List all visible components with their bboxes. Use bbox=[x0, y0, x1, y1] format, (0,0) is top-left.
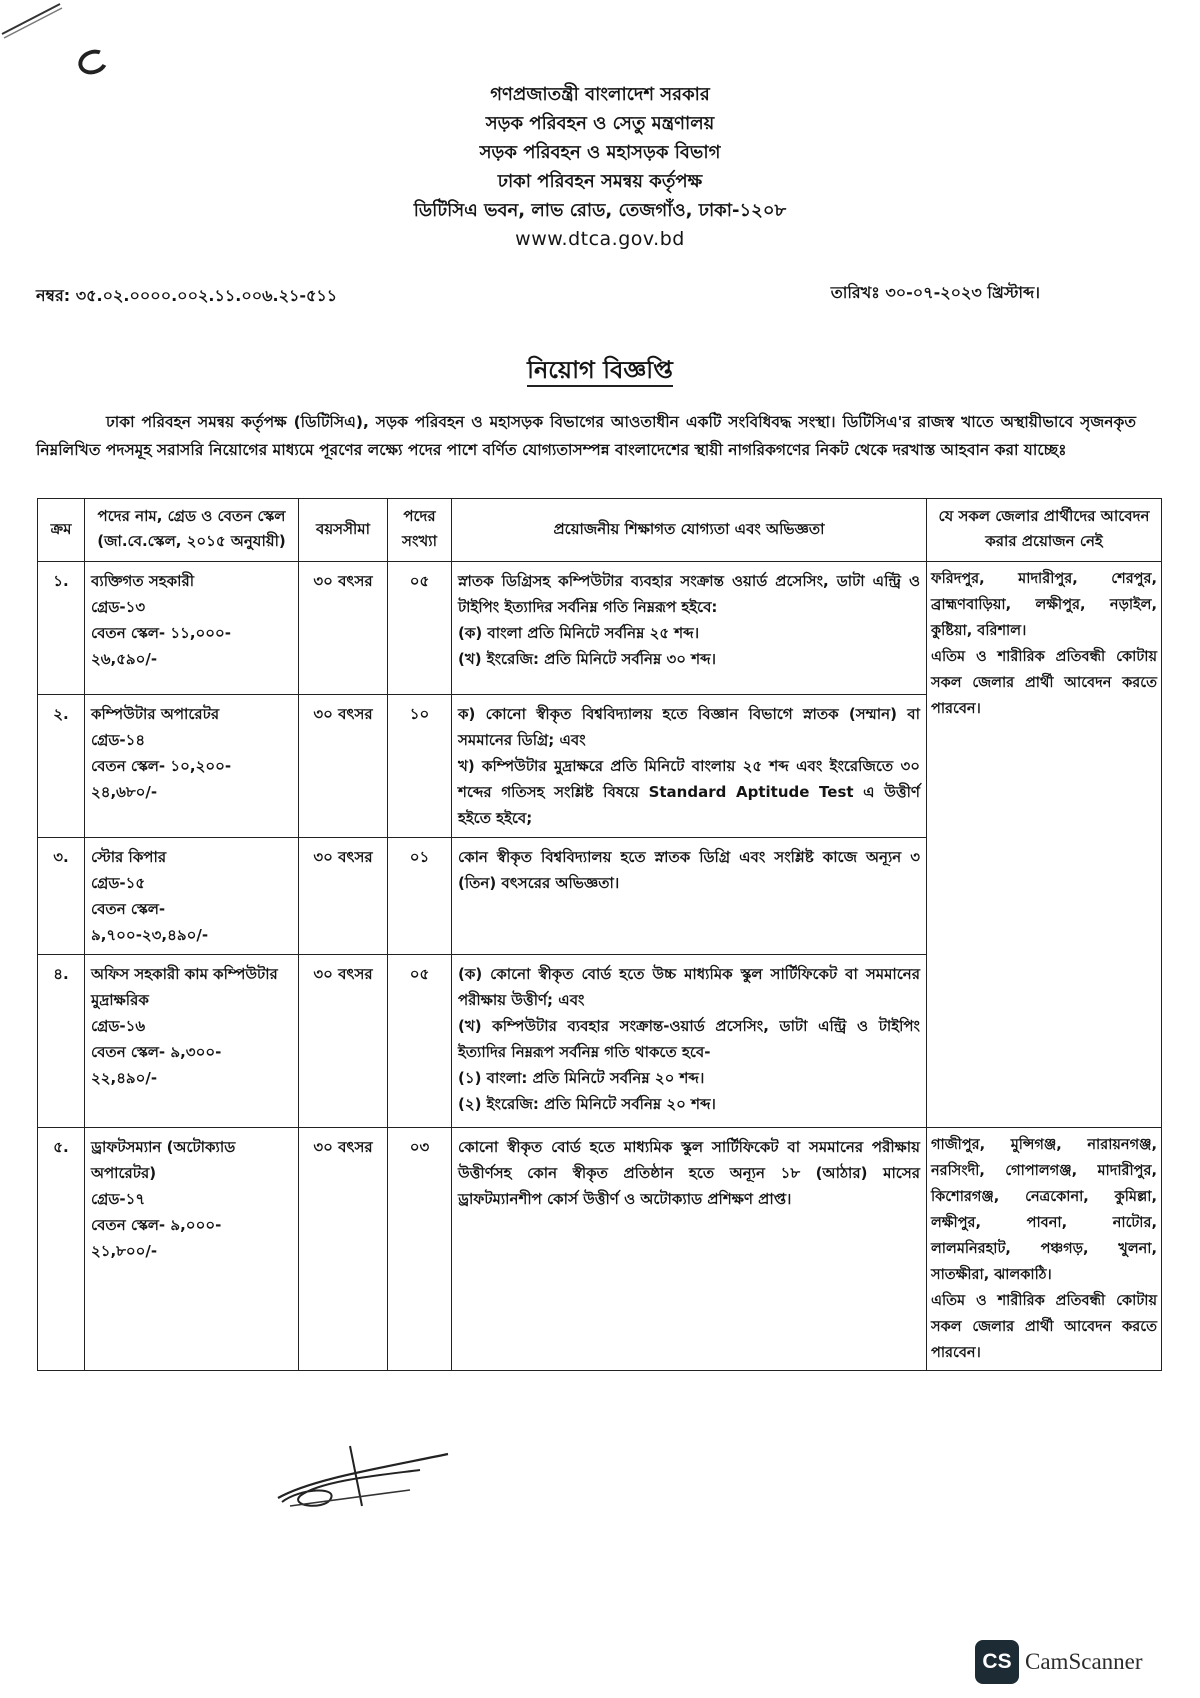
website-link[interactable]: www.dtca.gov.bd bbox=[515, 228, 685, 250]
row-count: ০৫ bbox=[388, 955, 452, 1128]
post-grade: গ্রেড-১৬ bbox=[91, 1017, 146, 1035]
post-grade: গ্রেড-১৭ bbox=[91, 1190, 146, 1208]
row-count: ১০ bbox=[388, 695, 452, 838]
row-post bbox=[85, 695, 299, 838]
post-title: অফিস সহকারী কাম কম্পিউটার মুদ্রাক্ষরিক bbox=[91, 965, 278, 1009]
post-scale-end: ৯,৭০০-২৩,৪৯০/- bbox=[91, 926, 209, 944]
row-count: ০১ bbox=[388, 838, 452, 955]
row-post bbox=[85, 562, 299, 695]
qualification-line: (ক) কোনো স্বীকৃত বোর্ড হতে উচ্চ মাধ্যমিক স্কুল সার্টিফিকেট বা সমমানের পরীক্ষায় উত্তীর্ণ; এবং bbox=[458, 965, 920, 1009]
office-header bbox=[0, 80, 1200, 254]
row-count: ০৫ bbox=[388, 562, 452, 695]
camscanner-brand: CamScanner bbox=[1025, 1649, 1143, 1674]
header-line-1: গণপ্রজাতন্ত্রী বাংলাদেশ সরকার bbox=[490, 84, 710, 105]
row-serial: ২. bbox=[38, 695, 85, 838]
post-scale-end: ২২,৪৯০/- bbox=[91, 1069, 158, 1087]
qualification-line: (খ) ইংরেজি: প্রতি মিনিটে সর্বনিম্ন ৩০ শব্দ। bbox=[458, 650, 717, 668]
row-qualification bbox=[452, 838, 927, 955]
post-scale: বেতন স্কেল- ১০,২০০- bbox=[91, 757, 232, 775]
signature-image bbox=[270, 1440, 460, 1510]
intro-paragraph: ঢাকা পরিবহন সমন্বয় কর্তৃপক্ষ (ডিটিসিএ), সড়ক পরিবহন ও মহাসড়ক বিভাগের আওতাধীন একটি সংবিধিবদ্ধ সংস্থা। ডিটিসিএ'র রাজস্ব খাতে অস্থায়ীভাবে সৃজনকৃত নিম্নলিখিত পদসমূহ সরাসরি নিয়োগের মাধ্যমে পূরণের লক্ষ্যে পদের পাশে বর্ণিত যোগ্যতাসম্পন্ন বাংলাদেশের স্থায়ী নাগরিকগণের নিকট থেকে দরখাস্ত আহবান করা যাচ্ছেঃ bbox=[36, 413, 1136, 459]
excluded-districts-group-1 bbox=[927, 562, 1162, 1128]
header-age: বয়সসীমা bbox=[299, 499, 388, 562]
excluded-districts-group-2 bbox=[927, 1128, 1162, 1371]
row-count: ০৩ bbox=[388, 1128, 452, 1371]
header-count: পদের সংখ্যা bbox=[388, 499, 452, 562]
row-serial: ৫. bbox=[38, 1128, 85, 1371]
post-scale: বেতন স্কেল- ৯,০০০- bbox=[91, 1216, 222, 1234]
post-title: কম্পিউটার অপারেটর bbox=[91, 705, 220, 723]
row-serial: ৩. bbox=[38, 838, 85, 955]
excluded-districts: ফরিদপুর, মাদারীপুর, শেরপুর, ব্রাহ্মণবাড়িয়া, লক্ষীপুর, নড়াইল, কুষ্টিয়া, বরিশাল। bbox=[931, 571, 1157, 639]
row-qualification bbox=[452, 695, 927, 838]
row-age: ৩০ বৎসর bbox=[299, 838, 388, 955]
row-qualification bbox=[452, 955, 927, 1128]
row-serial: ৪. bbox=[38, 955, 85, 1128]
table-row bbox=[38, 1128, 1162, 1371]
row-age: ৩০ বৎসর bbox=[299, 562, 388, 695]
qualification-line: স্নাতক ডিগ্রিসহ কম্পিউটার ব্যবহার সংক্রান্ত ওয়ার্ড প্রসেসিং, ডাটা এন্ট্রি ও টাইপিং ইত্যাদির সর্বনিম্ন গতি নিম্নরূপ হইবে: bbox=[458, 572, 920, 616]
row-post bbox=[85, 955, 299, 1128]
camscanner-logo-icon: CS bbox=[975, 1640, 1019, 1684]
scan-pen-stroke bbox=[0, 0, 80, 40]
post-scale: বেতন স্কেল- bbox=[91, 900, 166, 918]
qualification-line: (২) ইংরেজি: প্রতি মিনিটে সর্বনিম্ন ২০ শব্দ। bbox=[458, 1095, 716, 1113]
header-qualification: প্রয়োজনীয় শিক্ষাগত যোগ্যতা এবং অভিজ্ঞতা bbox=[452, 499, 927, 562]
post-grade: গ্রেড-১৫ bbox=[91, 874, 146, 892]
hole-punch-mark bbox=[75, 46, 111, 79]
row-post bbox=[85, 1128, 299, 1371]
header-line-3: সড়ক পরিবহন ও মহাসড়ক বিভাগ bbox=[479, 142, 721, 163]
post-scale-end: ২৪,৬৮০/- bbox=[91, 783, 158, 801]
qualification-line: ক) কোনো স্বীকৃত বিশ্ববিদ্যালয় হতে বিজ্ঞান বিভাগে স্নাতক (সম্মান) বা সমমানের ডিগ্রি; এবং bbox=[458, 705, 920, 749]
table-header-row bbox=[38, 499, 1162, 562]
quota-note: এতিম ও শারীরিক প্রতিবন্ধী কোটায় সকল জেলার প্রার্থী আবেদন করতে পারবেন। bbox=[931, 1293, 1157, 1361]
qualification-line: (খ) কম্পিউটার ব্যবহার সংক্রান্ত-ওয়ার্ড প্রসেসিং, ডাটা এন্ট্রি ও টাইপিং ইত্যাদির নিম্নরূপ সর্বনিম্ন গতি থাকতে হবে- bbox=[458, 1017, 920, 1061]
qualification-line: (ক) বাংলা প্রতি মিনিটে সর্বনিম্ন ২৫ শব্দ। bbox=[458, 624, 700, 642]
post-scale: বেতন স্কেল- ৯,৩০০- bbox=[91, 1043, 222, 1061]
quota-note: এতিম ও শারীরিক প্রতিবন্ধী কোটায় সকল জেলার প্রার্থী আবেদন করতে পারবেন। bbox=[931, 649, 1157, 717]
camscanner-watermark bbox=[975, 1640, 1143, 1684]
qualification-line: কোনো স্বীকৃত বোর্ড হতে মাধ্যমিক স্কুল সার্টিফিকেট বা সমমানের পরীক্ষায় উত্তীর্ণসহ কোন স্বীকৃত প্রতিষ্ঠান হতে অন্যূন ১৮ (আঠার) মাসের ড্রাফটম্যানশীপ কোর্স উত্তীর্ণ ও অটোক্যাড প্রশিক্ষণ প্রাপ্ত। bbox=[458, 1138, 920, 1208]
row-post bbox=[85, 838, 299, 955]
post-scale-end: ২১,৮০০/- bbox=[91, 1242, 158, 1260]
qualification-line: কোন স্বীকৃত বিশ্ববিদ্যালয় হতে স্নাতক ডিগ্রি এবং সংশ্লিষ্ট কাজে অন্যূন ৩ (তিন) বৎসরের অভিজ্ঞতা। bbox=[458, 848, 920, 892]
header-post: পদের নাম, গ্রেড ও বেতন স্কেল (জা.বে.স্কেল, ২০১৫ অনুযায়ী) bbox=[85, 499, 299, 562]
header-line-4: ঢাকা পরিবহন সমন্বয় কর্তৃপক্ষ bbox=[497, 171, 703, 192]
header-line-2: সড়ক পরিবহন ও সেতু মন্ত্রণালয় bbox=[485, 113, 715, 134]
qualification-line: (১) বাংলা: প্রতি মিনিটে সর্বনিম্ন ২০ শব্দ। bbox=[458, 1069, 705, 1087]
header-excluded-districts: যে সকল জেলার প্রার্থীদের আবেদন করার প্রয়োজন নেই bbox=[927, 499, 1162, 562]
table-row bbox=[38, 562, 1162, 695]
memo-number: নম্বর: ৩৫.০২.০০০০.০০২.১১.০০৬.২১-৫১১ bbox=[36, 286, 338, 305]
qualification-line: খ) কম্পিউটার মুদ্রাক্ষরে প্রতি মিনিটে বাংলায় ২৫ শব্দ এবং ইংরেজিতে ৩০ শব্দের গতিসহ সংশ্লিষ্ট বিষয়ে Standard Aptitude Test এ উত্তীর্ণ হইতে হইবে; bbox=[458, 757, 920, 827]
row-serial: ১. bbox=[38, 562, 85, 695]
row-age: ৩০ বৎসর bbox=[299, 955, 388, 1128]
vacancy-table bbox=[37, 498, 1162, 1371]
post-scale: বেতন স্কেল- ১১,০০০- bbox=[91, 624, 232, 642]
page-title bbox=[0, 352, 1200, 392]
excluded-districts: গাজীপুর, মুন্সিগঞ্জ, নারায়নগঞ্জ, নরসিংদী, গোপালগঞ্জ, মাদারীপুর, কিশোরগঞ্জ, নেত্রকোনা, কুমিল্লা, লক্ষীপুর, পাবনা, নাটোর, লালমনিরহাট, পঞ্চগড়, খুলনা, সাতক্ষীরা, ঝালকাঠি। bbox=[931, 1137, 1157, 1283]
title-text: নিয়োগ বিজ্ঞপ্তি bbox=[527, 356, 673, 387]
post-title: ব্যক্তিগত সহকারী bbox=[91, 572, 195, 590]
post-scale-end: ২৬,৫৯০/- bbox=[91, 650, 158, 668]
header-serial: ক্রম bbox=[38, 499, 85, 562]
post-grade: গ্রেড-১৩ bbox=[91, 598, 146, 616]
row-qualification bbox=[452, 562, 927, 695]
post-title: স্টোর কিপার bbox=[91, 848, 167, 866]
header-line-5: ডিটিসিএ ভবন, লাভ রোড, তেজগাঁও, ঢাকা-১২০৮ bbox=[413, 200, 787, 221]
row-age: ৩০ বৎসর bbox=[299, 695, 388, 838]
post-grade: গ্রেড-১৪ bbox=[91, 731, 146, 749]
memo-date: তারিখঃ ৩০-০৭-২০২৩ খ্রিস্টাব্দ। bbox=[830, 283, 1040, 302]
row-age: ৩০ বৎসর bbox=[299, 1128, 388, 1371]
post-title: ড্রাফটসম্যান (অটোক্যাড অপারেটর) bbox=[91, 1138, 236, 1182]
row-qualification bbox=[452, 1128, 927, 1371]
